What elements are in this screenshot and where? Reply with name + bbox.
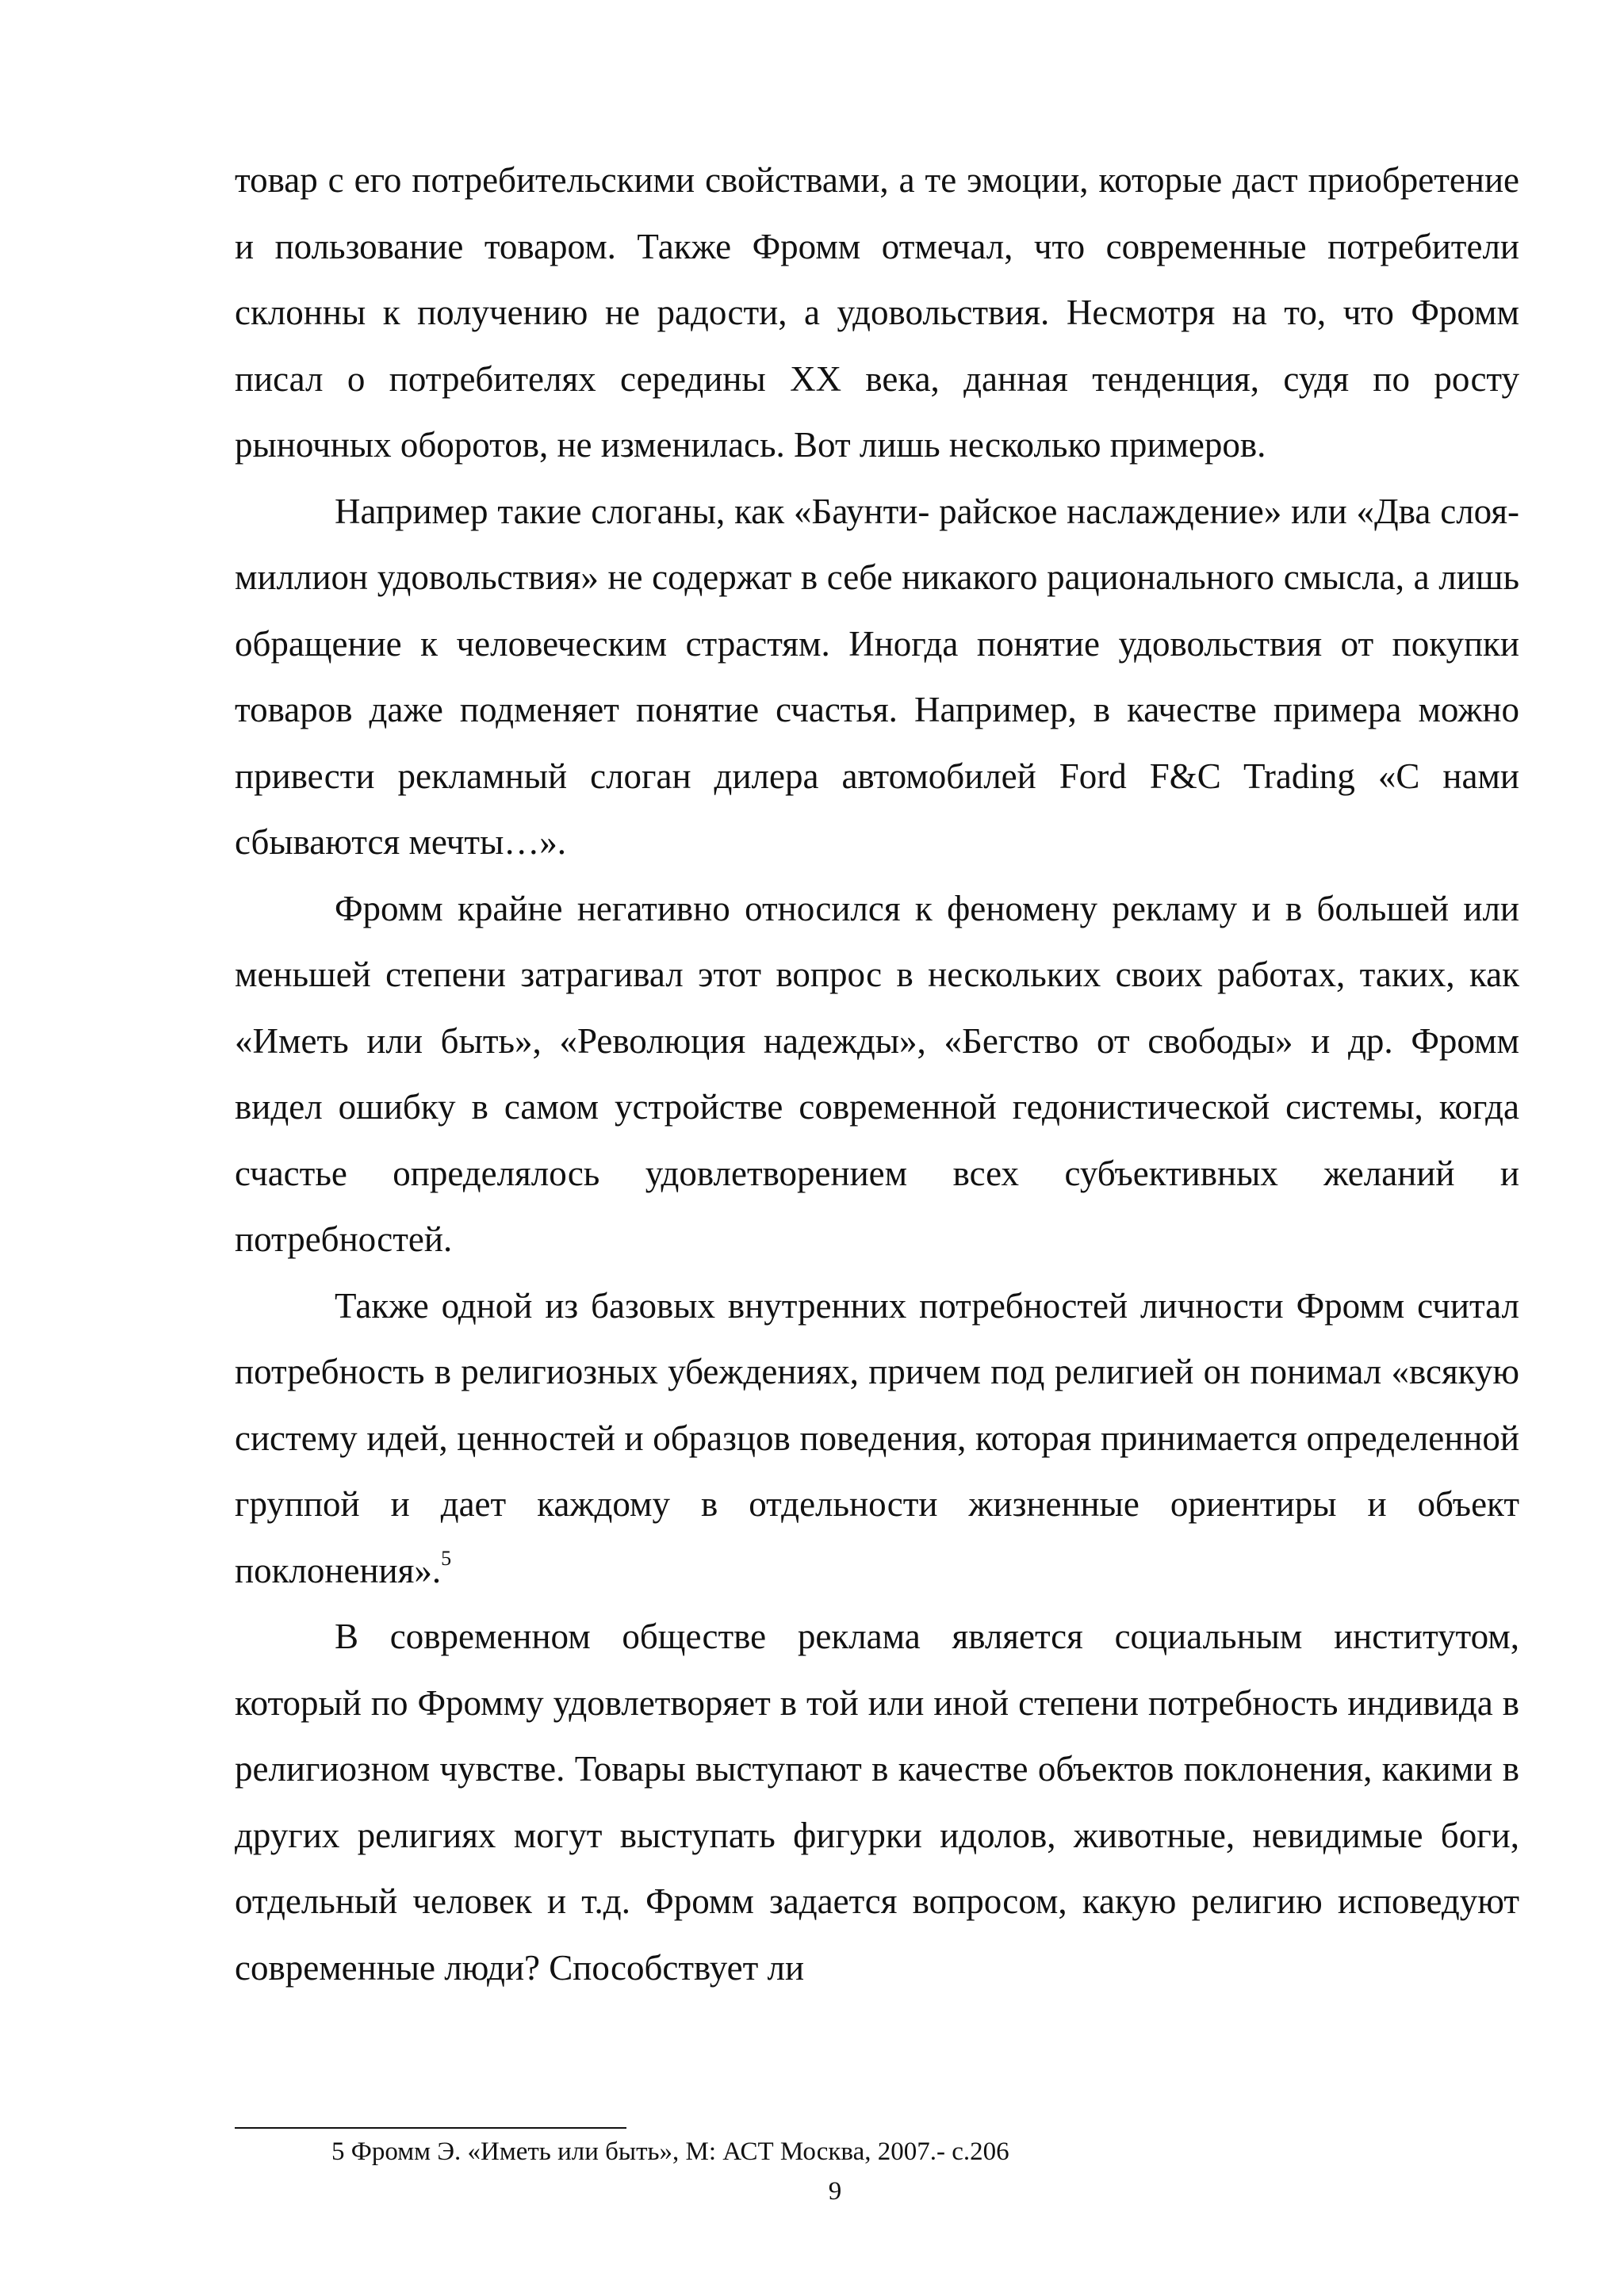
paragraph-2: Например такие слоганы, как «Баунти- райское наслаждение» или «Два слоя- миллион удовольствия» не содержат в себе никакого рационального смысла, а лишь обращение к человеческим страстям. Иногда понятие удовольствия от покупки товаров даже подменяет понятие счастья. Например, в качестве примера можно привести рекламный слоган дилера автомобилей Ford F&C Trading «С нами сбываются мечты…». [235, 491, 1519, 862]
paragraph-1: товар с его потребительскими свойствами, а те эмоции, которые даст приобретение и пользование товаром. Также Фромм отмечал, что современные потребители склонны к получению не радости, а удовольствия. Несмотря на то, что Фромм писал о потребителях середины XX века, данная тенденция, судя по росту рыночных оборотов, не изменилась. Вот лишь несколько примеров. [235, 160, 1519, 465]
footnote-separator [235, 2127, 626, 2129]
paragraph-5: В современном обществе реклама является социальным институтом, который по Фромму удовлетворяет в той или иной степени потребность индивида в религиозном чувстве. Товары выступают в качестве объектов поклонения, какими в других религиях могут выступать фигурки идолов, животные, невидимые боги, отдельный человек и т.д. Фромм задается вопросом, какую религию исповедуют современные люди? Способствует ли [235, 1617, 1519, 1988]
footnote-reference: 5 [441, 1546, 452, 1570]
page-number: 9 [828, 2177, 842, 2206]
footnote: 5 Фромм Э. «Иметь или быть», М: АСТ Москва, 2007.- с.206 [331, 2137, 1009, 2166]
paragraph-3: Фромм крайне негативно относился к феномену рекламу и в большей или меньшей степени затрагивал этот вопрос в нескольких своих работах, таких, как «Иметь или быть», «Революция надежды», «Бегство от свободы» и др. Фромм видел ошибку в самом устройстве современной гедонистической системы, когда счастье определялось удовлетворением всех субъективных желаний и потребностей. [235, 888, 1519, 1259]
main-text [235, 147, 1519, 2001]
paragraph-4-text: Также одной из базовых внутренних потребностей личности Фромм считал потребность в религиозных убеждениях, причем под религией он понимал «всякую систему идей, ценностей и образцов поведения, которая принимается определенной группой и дает каждому в отдельности жизненные ориентиры и объект поклонения». [235, 1285, 1519, 1590]
paragraph-4 [235, 1273, 1519, 1605]
